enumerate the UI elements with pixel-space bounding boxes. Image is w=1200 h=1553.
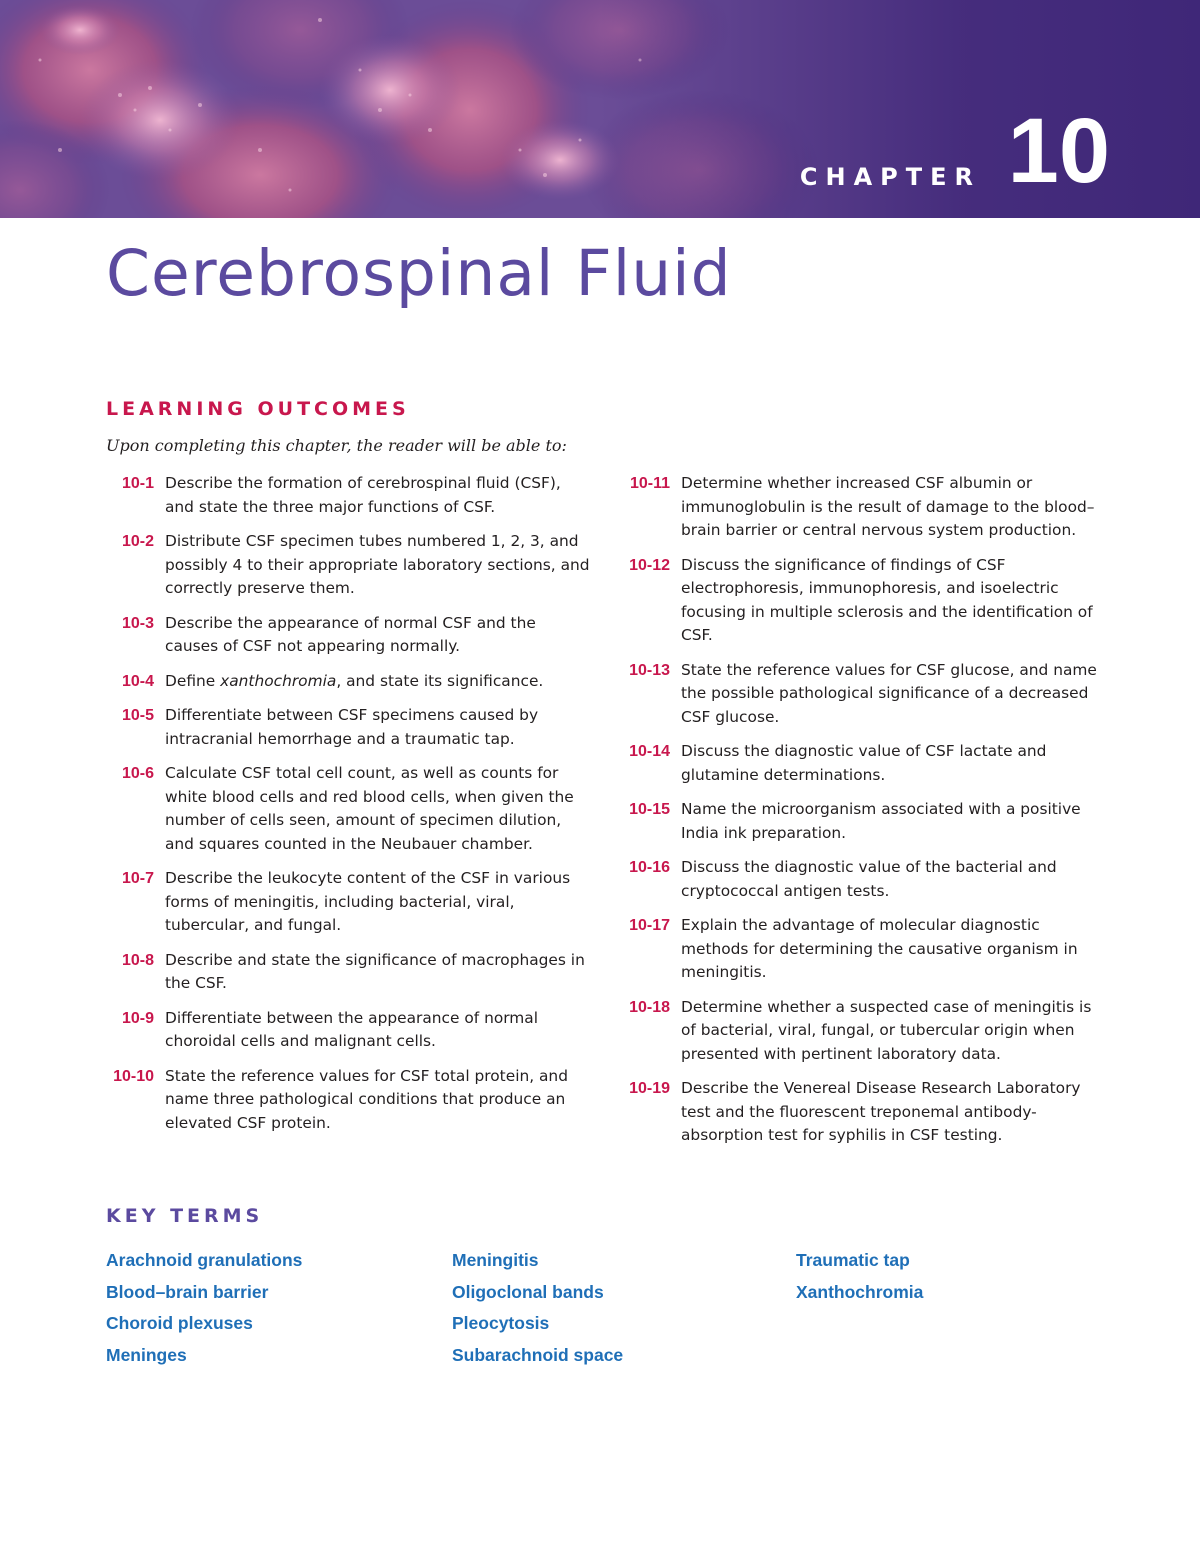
outcome-code: 10-8: [121, 951, 154, 969]
outcome-text: Discuss the significance of findings of CSF electrophoresis, immunophoresis, and isoelectric focusing in multiple sclerosis and the identification of CSF.: [681, 555, 1093, 644]
outcome-term-emphasis: xanthochromia: [220, 671, 337, 690]
key-term: Traumatic tap: [796, 1250, 910, 1270]
outcome-text: Discuss the diagnostic value of CSF lactate and glutamine determinations.: [681, 742, 1047, 784]
outcome-item: [106, 472, 606, 519]
outcome-code: 10-7: [121, 870, 154, 887]
outcome-text-part: , and state its significance.: [336, 671, 544, 690]
key-term: Arachnoid granulations: [106, 1250, 303, 1270]
outcome-code: 10-1: [121, 475, 154, 492]
key-term: Pleocytosis: [452, 1313, 550, 1333]
outcome-item: [622, 1077, 1122, 1148]
key-term: Oligoclonal bands: [452, 1281, 604, 1302]
key-terms-column-1: [106, 1245, 302, 1371]
outcome-item: [622, 996, 1122, 1067]
outcome-code: 10-10: [113, 1067, 154, 1085]
outcome-item: [622, 856, 1122, 903]
outcome-text: Determine whether a suspected case of meningitis is of bacterial, viral, fungal, or tubercular origin when presented with pertinent laboratory data.: [681, 997, 1092, 1063]
learning-outcomes-intro: Upon completing this chapter, the reader will be able to:: [106, 436, 567, 455]
outcome-code: 10-5: [121, 707, 154, 724]
chapter-title: Cerebrospinal Fluid: [106, 237, 732, 310]
outcome-item: [622, 914, 1122, 985]
outcome-text: Explain the advantage of molecular diagnostic methods for determining the causative organism in meningitis.: [681, 916, 1078, 981]
learning-outcomes-heading: LEARNING OUTCOMES: [106, 398, 410, 420]
outcome-code: 10-17: [629, 917, 670, 934]
outcome-item: [106, 867, 606, 938]
outcome-item: [622, 798, 1122, 845]
outcome-code: 10-11: [629, 475, 670, 492]
outcome-code: 10-6: [121, 765, 154, 782]
outcome-item: [106, 762, 606, 856]
outcome-item: [106, 949, 606, 996]
outcome-text: Discuss the diagnostic value of the bacterial and cryptococcal antigen tests.: [681, 858, 1057, 900]
outcome-text: Describe the appearance of normal CSF and the causes of CSF not appearing normally.: [165, 613, 536, 655]
key-term: Meningitis: [452, 1250, 539, 1270]
key-terms-column-2: [452, 1245, 623, 1371]
outcome-item: [622, 659, 1122, 730]
outcome-text-part: Define: [165, 671, 221, 690]
key-term: Xanthochromia: [796, 1281, 924, 1302]
outcome-item: [622, 740, 1122, 787]
outcome-code: 10-12: [629, 556, 670, 574]
outcome-code: 10-18: [629, 998, 670, 1016]
outcome-code: 10-14: [629, 743, 670, 760]
outcome-item: [106, 612, 606, 659]
outcome-text: [165, 670, 590, 694]
outcome-text: Differentiate between the appearance of normal choroidal cells and malignant cells.: [165, 1008, 539, 1050]
outcome-text: Describe the leukocyte content of the CSF in various forms of meningitis, including bacterial, viral, tubercular, and fungal.: [165, 869, 571, 934]
outcome-code: 10-3: [121, 614, 154, 632]
outcome-item: [106, 1007, 606, 1054]
key-term: Meninges: [106, 1344, 187, 1365]
outcome-text: Describe and state the significance of macrophages in the CSF.: [165, 950, 585, 992]
outcome-text: Describe the Venereal Disease Research Laboratory test and the fluorescent treponemal antibody-absorption test for syphilis in CSF testing.: [681, 1079, 1081, 1144]
outcomes-left-column: [106, 472, 606, 1146]
key-term: Subarachnoid space: [452, 1344, 624, 1365]
outcome-code: 10-13: [629, 661, 670, 679]
chapter-banner: [0, 0, 1200, 218]
outcomes-right-column: [622, 472, 1122, 1159]
outcome-text: Determine whether increased CSF albumin or immunoglobulin is the result of damage to the blood–brain barrier or central nervous system production.: [681, 474, 1095, 539]
outcome-text: Calculate CSF total cell count, as well as counts for white blood cells and red blood cells, when given the number of cells seen, amount of specimen dilution, and squares counted in the Neubauer chamber.: [165, 764, 574, 853]
outcome-item: [106, 1065, 606, 1136]
outcome-text: Describe the formation of cerebrospinal fluid (CSF), and state the three major functions of CSF.: [165, 474, 561, 516]
outcome-code: 10-9: [121, 1009, 154, 1027]
outcome-item: [106, 530, 606, 601]
chapter-number: 10: [1007, 100, 1110, 202]
key-terms-heading: KEY TERMS: [106, 1205, 264, 1227]
outcome-code: 10-19: [629, 1080, 670, 1097]
outcome-text: State the reference values for CSF glucose, and name the possible pathological significance of a decreased CSF glucose.: [681, 660, 1097, 726]
outcome-item: [622, 472, 1122, 543]
outcome-text: Differentiate between CSF specimens caused by intracranial hemorrhage and a traumatic tap.: [165, 706, 539, 748]
outcome-code: 10-4: [121, 672, 154, 690]
outcome-code: 10-15: [629, 801, 670, 818]
outcome-text: State the reference values for CSF total protein, and name three pathological conditions that produce an elevated CSF protein.: [165, 1066, 568, 1132]
outcome-text: Distribute CSF specimen tubes numbered 1, 2, 3, and possibly 4 to their appropriate laboratory sections, and correctly preserve them.: [165, 532, 590, 597]
key-terms-column-3: [796, 1245, 923, 1308]
key-term: Choroid plexuses: [106, 1313, 253, 1333]
chapter-label: CHAPTER: [799, 163, 981, 191]
outcome-item: [106, 670, 606, 694]
outcome-item: [622, 554, 1122, 648]
key-term: Blood–brain barrier: [106, 1281, 269, 1302]
outcome-code: 10-16: [629, 859, 670, 876]
outcome-text: Name the microorganism associated with a positive India ink preparation.: [681, 800, 1081, 842]
outcome-item: [106, 704, 606, 751]
outcome-code: 10-2: [121, 533, 154, 550]
